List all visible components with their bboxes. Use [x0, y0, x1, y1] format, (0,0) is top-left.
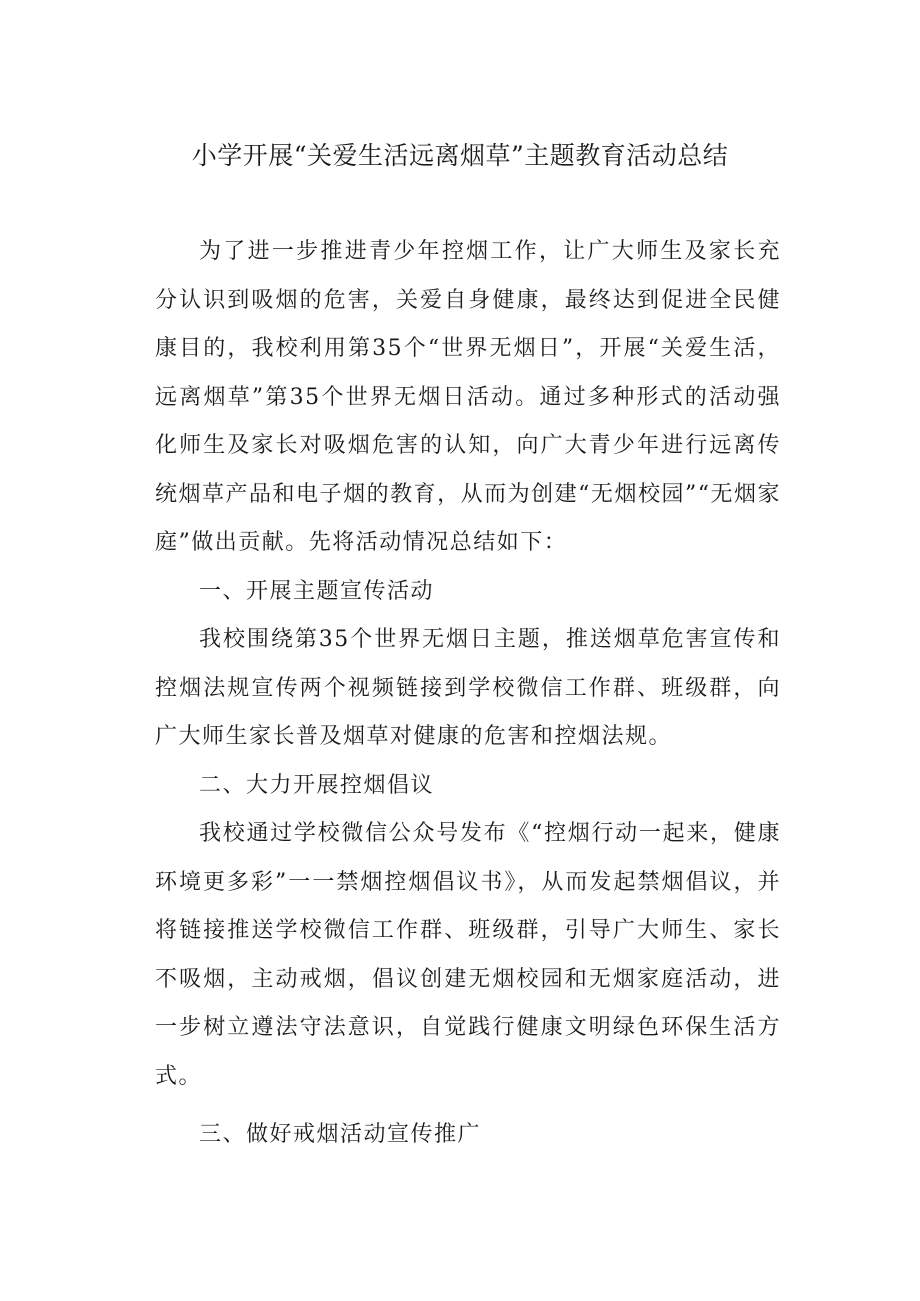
- document-title: 小学开展“关爱生活远离烟草”主题教育活动总结: [191, 141, 729, 170]
- section-heading-1: 一、开展主题宣传活动: [199, 578, 435, 604]
- intro-paragraph: 为了进一步推进青少年控烟工作，让广大师生及家长充分认识到吸烟的危害，关爱自身健康，最终达到促进全民健康目的，我校利用第35个“世界无烟日”，开展“关爱生活，远离烟草”第35个世界无烟日活动。通过多种形式的活动强化师生及家长对吸烟危害的认知，向广大青少年进行远离传统烟草产品和电子烟的教育，从而为创建“无烟校园”“无烟家庭”做出贡献。先将活动情况总结如下：: [155, 239, 781, 555]
- section-heading-2: 二、大力开展控烟倡议: [199, 772, 435, 798]
- section-heading-3: 三、做好戒烟活动宣传推广: [199, 1122, 482, 1147]
- document-body: [155, 228, 781, 1160]
- section-paragraph-1: 我校围绕第35个世界无烟日主题，推送烟草危害宣传和控烟法规宣传两个视频链接到学校微信工作群、班级群，向广大师生家长普及烟草对健康的危害和控烟法规。: [155, 627, 781, 749]
- section-paragraph-2: 我校通过学校微信公众号发布《“控烟行动一起来，健康环境更多彩”一一禁烟控烟倡议书》，从而发起禁烟倡议，并将链接推送学校微信工作群、班级群，引导广大师生、家长不吸烟，主动戒烟，倡议创建无烟校园和无烟家庭活动，进一步树立遵法守法意识，自觉践行健康文明绿色环保生活方式。: [155, 821, 781, 1089]
